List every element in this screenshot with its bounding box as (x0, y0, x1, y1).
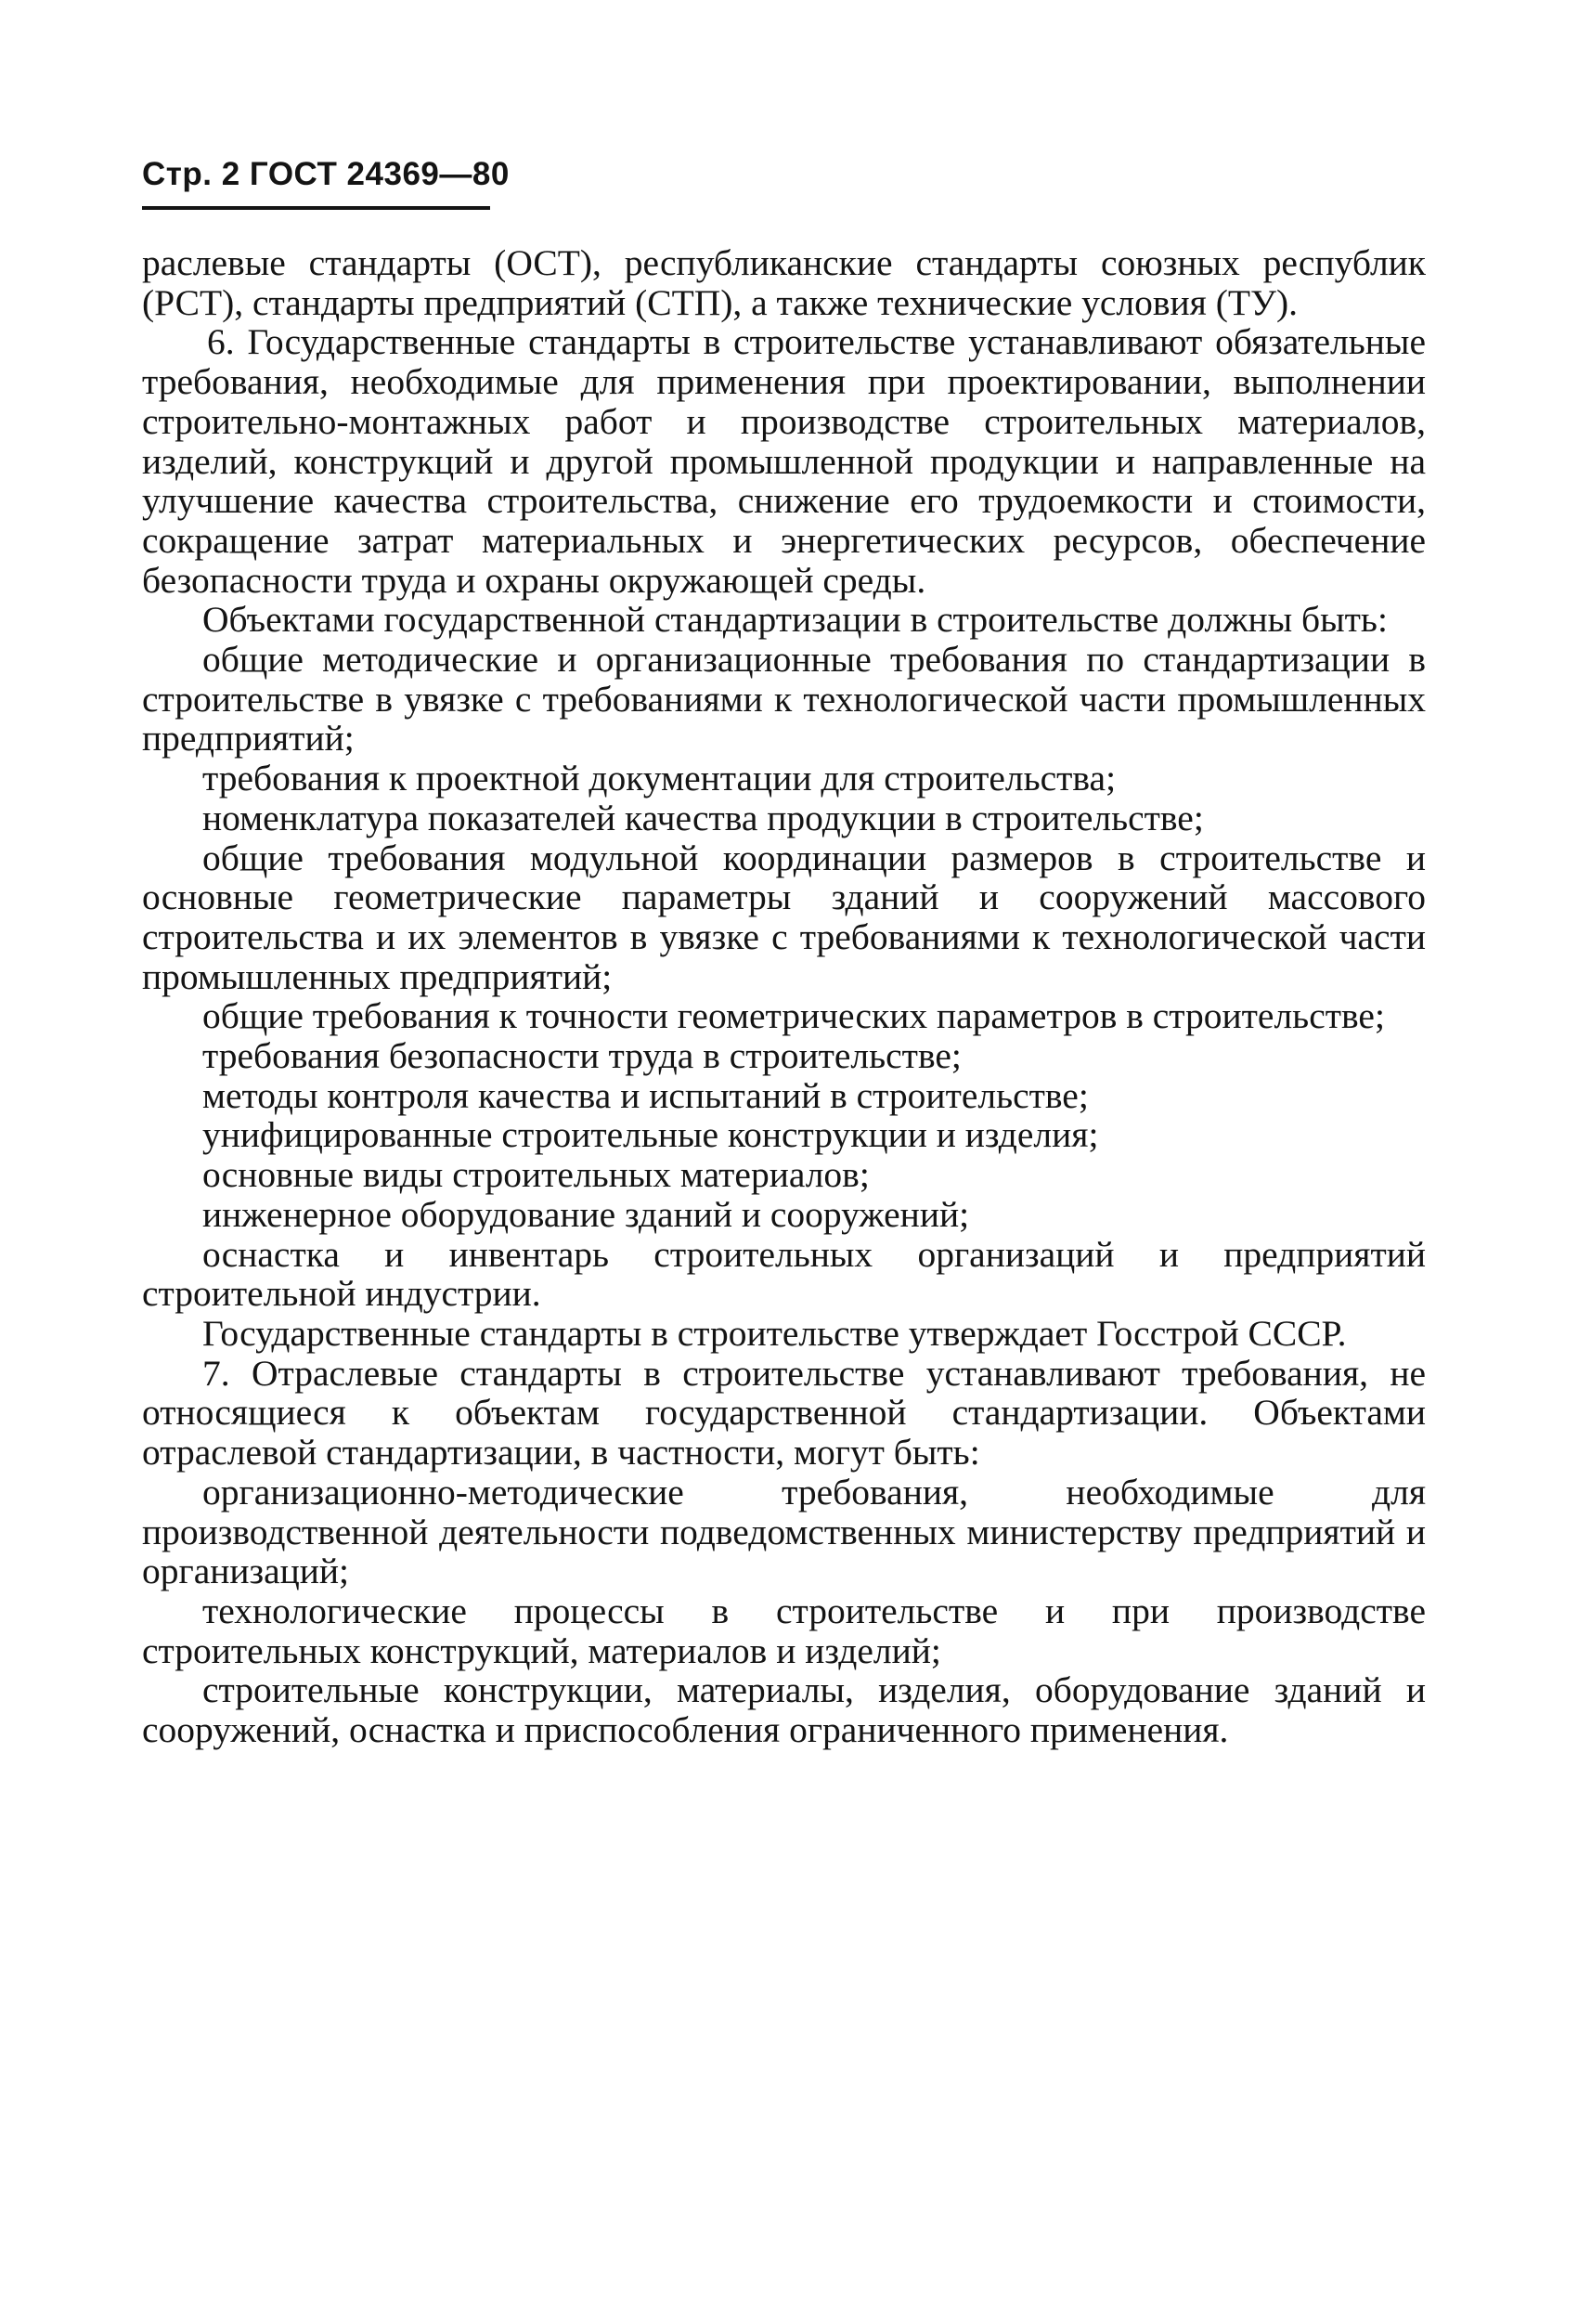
header-rule (142, 206, 490, 210)
list-item: общие методические и организационные требования по стандартизации в строительстве в увязке с требованиями к технологической части промышленных предприятий; (142, 639, 1426, 760)
document-body (142, 243, 1426, 1750)
paragraph-state-objects-intro: Объектами государственной стандартизации в строительстве должны быть: (202, 599, 1388, 641)
list-item: общие требования к точности геометрических параметров в строительстве; (202, 995, 1385, 1037)
list-item: технологические процессы в строительстве и при производстве строительных конструкций, материалов и изделий; (142, 1590, 1426, 1671)
list-item: оснастка и инвентарь строительных организаций и предприятий строительной индустрии. (142, 1233, 1426, 1315)
paragraph-clause-7: 7. Отраслевые стандарты в строительстве устанавливают требования, не относящиеся к объектам государственной стандартизации. Объектами отраслевой стандартизации, в частности, могут быть: (142, 1352, 1426, 1474)
list-item: строительные конструкции, материалы, изделия, оборудование зданий и сооружений, оснастка и приспособления ограниченного применения. (142, 1669, 1426, 1751)
list-item: требования безопасности труда в строительстве; (202, 1035, 962, 1077)
paragraph-clause-6: 6. Государственные стандарты в строительстве устанавливают обязательные требования, необходимые для применения при проектировании, выполнении строительно-монтажных работ и производстве строительных материалов, изделий, конструкций и другой промышленной продукции и направленные на улучшение качества строительства, снижение его трудоемкости и стоимости, сокращение затрат материальных и энергетических ресурсов, обеспечение безопасности труда и охраны окружающей среды. (142, 321, 1426, 601)
list-item: основные виды строительных материалов; (202, 1154, 870, 1196)
list-item: общие требования модульной координации размеров в строительстве и основные геометрические параметры зданий и сооружений массового строительства и их элементов в увязке с требованиями к технологической части промышленных предприятий; (142, 837, 1426, 997)
list-item: номенклатура показателей качества продукции в строительстве; (202, 797, 1204, 838)
list-item: унифицированные строительные конструкции и изделия; (202, 1114, 1099, 1156)
state-objects-list (142, 640, 1426, 1314)
list-item: организационно-методические требования, необходимые для производственной деятельности подведомственных министерству предприятий и организаций; (142, 1471, 1426, 1592)
paragraph-continuation: раслевые стандарты (ОСТ), республиканские стандарты союзных республик (РСТ), стандарты предприятий (СТП), а также технические условия (ТУ). (142, 242, 1426, 323)
list-item: требования к проектной документации для строительства; (202, 758, 1117, 799)
paragraph-approval: Государственные стандарты в строительстве утверждает Госстрой СССР. (202, 1312, 1347, 1354)
list-item: инженерное оборудование зданий и сооружений; (202, 1193, 970, 1235)
page-header: Стр. 2 ГОСТ 24369—80 (142, 156, 510, 192)
branch-objects-list (142, 1473, 1426, 1750)
list-item: методы контроля качества и испытаний в строительстве; (202, 1074, 1089, 1116)
